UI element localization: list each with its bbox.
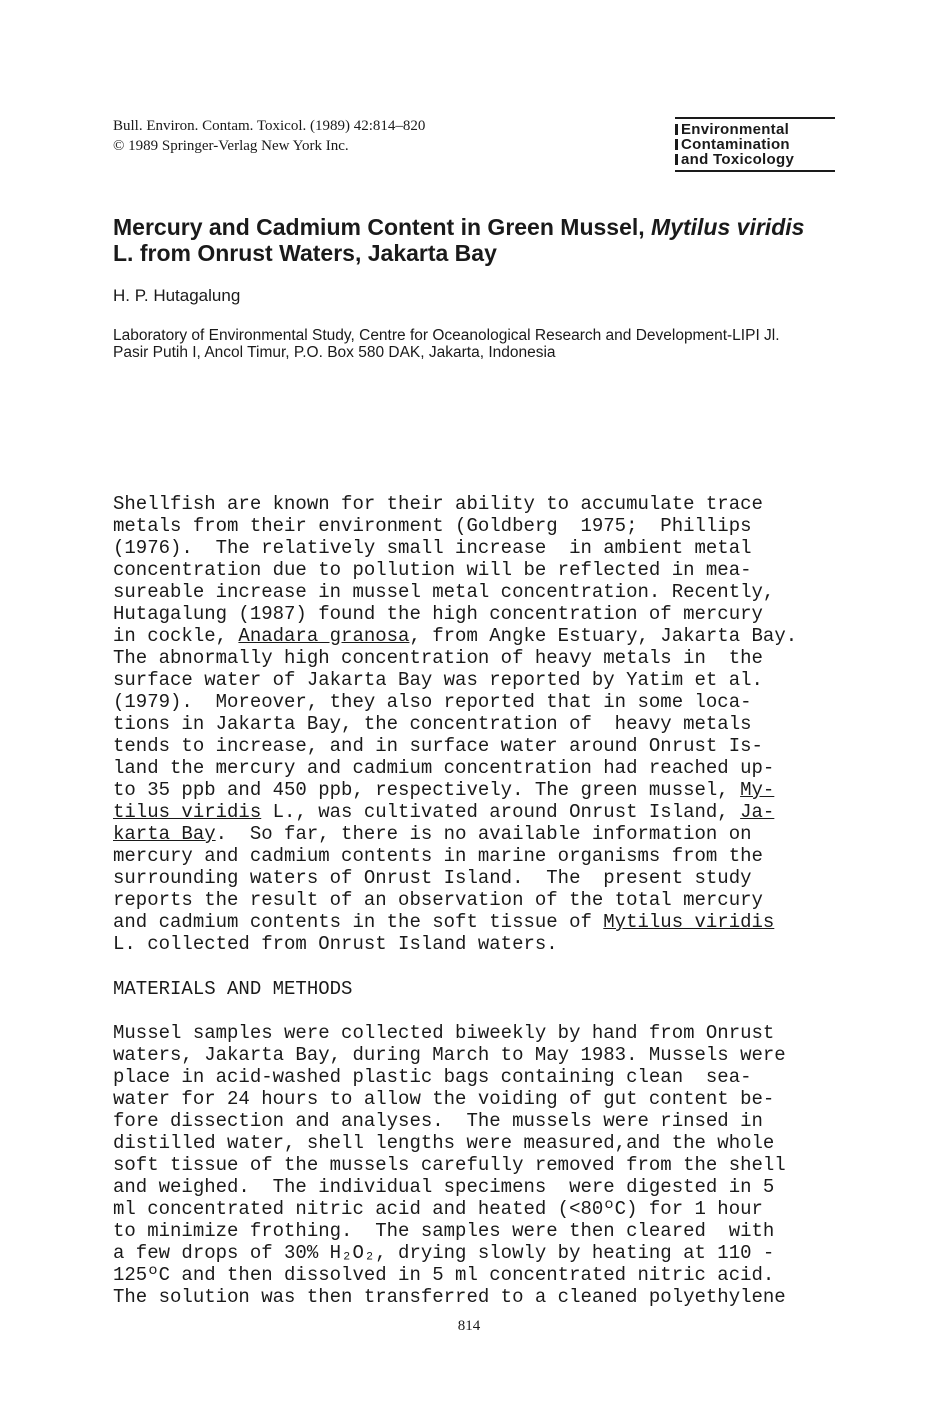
underlined-term: Anadara granosa	[238, 625, 410, 647]
article-title	[113, 214, 813, 266]
text-line: (1976). The relatively small increase in ambient metal	[113, 537, 752, 559]
text-line: land the mercury and cadmium concentration had reached up-	[113, 757, 775, 779]
text-line: Mussel samples were collected biweekly by hand from Onrust	[113, 1022, 775, 1044]
text-line: water for 24 hours to allow the voiding of gut content be-	[113, 1088, 775, 1110]
text-line: and cadmium contents in the soft tissue of Mytilus viridis	[113, 911, 775, 933]
text-line: a few drops of 30% H₂O₂, drying slowly by heating at 110 -	[113, 1242, 775, 1264]
text-line: distilled water, shell lengths were measured,and the whole	[113, 1132, 775, 1154]
text-line: concentration due to pollution will be reflected in mea-	[113, 559, 752, 581]
text-line: sureable increase in mussel metal concentration. Recently,	[113, 581, 775, 603]
logo-rule-top	[675, 117, 835, 119]
text-line: in cockle, Anadara granosa, from Angke Estuary, Jakarta Bay.	[113, 625, 798, 647]
citation-line: Bull. Environ. Contam. Toxicol. (1989) 42:814–820	[113, 118, 426, 134]
text-line: tilus viridis L., was cultivated around Onrust Island, Ja-	[113, 801, 775, 823]
text-line: surface water of Jakarta Bay was reported by Yatim et al.	[113, 669, 763, 691]
journal-citation	[113, 116, 425, 156]
intro-paragraph	[113, 493, 843, 955]
copyright-line: © 1989 Springer-Verlag New York Inc.	[113, 138, 349, 154]
text-line: The solution was then transferred to a cleaned polyethylene	[113, 1286, 786, 1308]
text-line: tends to increase, and in surface water around Onrust Is-	[113, 735, 763, 757]
text-line: to 35 ppb and 450 ppb, respectively. The green mussel, My-	[113, 779, 775, 801]
text-line: Hutagalung (1987) found the high concentration of mercury	[113, 603, 763, 625]
text-line: ml concentrated nitric acid and heated (<80ºC) for 1 hour	[113, 1198, 763, 1220]
text-line: surrounding waters of Onrust Island. The present study	[113, 867, 752, 889]
title-part-2: L. from Onrust Waters, Jakarta Bay	[113, 240, 497, 266]
text-line: mercury and cadmium contents in marine organisms from the	[113, 845, 763, 867]
journal-logo	[675, 117, 835, 172]
page-number: 814	[457, 1318, 481, 1334]
logo-line-toxicology: and Toxicology	[675, 152, 835, 167]
text-line: L. collected from Onrust Island waters.	[113, 933, 558, 955]
logo-line-contamination: Contamination	[675, 137, 835, 152]
text-line: place in acid-washed plastic bags containing clean sea-	[113, 1066, 752, 1088]
section-heading: MATERIALS AND METHODS	[113, 978, 353, 1000]
underlined-term: My-	[740, 779, 775, 801]
text-line: (1979). Moreover, they also reported that in some loca-	[113, 691, 752, 713]
logo-rule-bottom	[675, 170, 835, 172]
text-line: 125ºC and then dissolved in 5 ml concentrated nitric acid.	[113, 1264, 775, 1286]
text-line: Shellfish are known for their ability to accumulate trace	[113, 493, 763, 515]
methods-paragraph	[113, 1022, 843, 1308]
text-line: soft tissue of the mussels carefully removed from the shell	[113, 1154, 786, 1176]
text-line: tions in Jakarta Bay, the concentration of heavy metals	[113, 713, 752, 735]
text-line: The abnormally high concentration of heavy metals in the	[113, 647, 763, 669]
text-line: metals from their environment (Goldberg 1975; Phillips	[113, 515, 752, 537]
logo-line-environmental: Environmental	[675, 122, 835, 137]
author-affiliation: Laboratory of Environmental Study, Centre for Oceanological Research and Development-LIPI Jl. Pasir Putih I, Ancol Timur, P.O. Box 580 DAK, Jakarta, Indonesia	[113, 327, 780, 361]
underlined-term: Mytilus viridis	[603, 911, 775, 933]
text-line: to minimize frothing. The samples were then cleared with	[113, 1220, 775, 1242]
underlined-term: karta Bay	[113, 823, 216, 845]
text-line: fore dissection and analyses. The mussels were rinsed in	[113, 1110, 763, 1132]
title-part-1: Mercury and Cadmium Content in Green Mussel,	[113, 214, 652, 240]
underlined-term: Ja-	[740, 801, 775, 823]
text-line: and weighed. The individual specimens were digested in 5	[113, 1176, 775, 1198]
text-line: reports the result of an observation of the total mercury	[113, 889, 763, 911]
title-species-name: Mytilus viridis	[651, 214, 805, 240]
author-name: H. P. Hutagalung	[113, 286, 241, 305]
text-line: karta Bay. So far, there is no available information on	[113, 823, 752, 845]
text-line: waters, Jakarta Bay, during March to May 1983. Mussels were	[113, 1044, 786, 1066]
underlined-term: tilus viridis	[113, 801, 262, 823]
